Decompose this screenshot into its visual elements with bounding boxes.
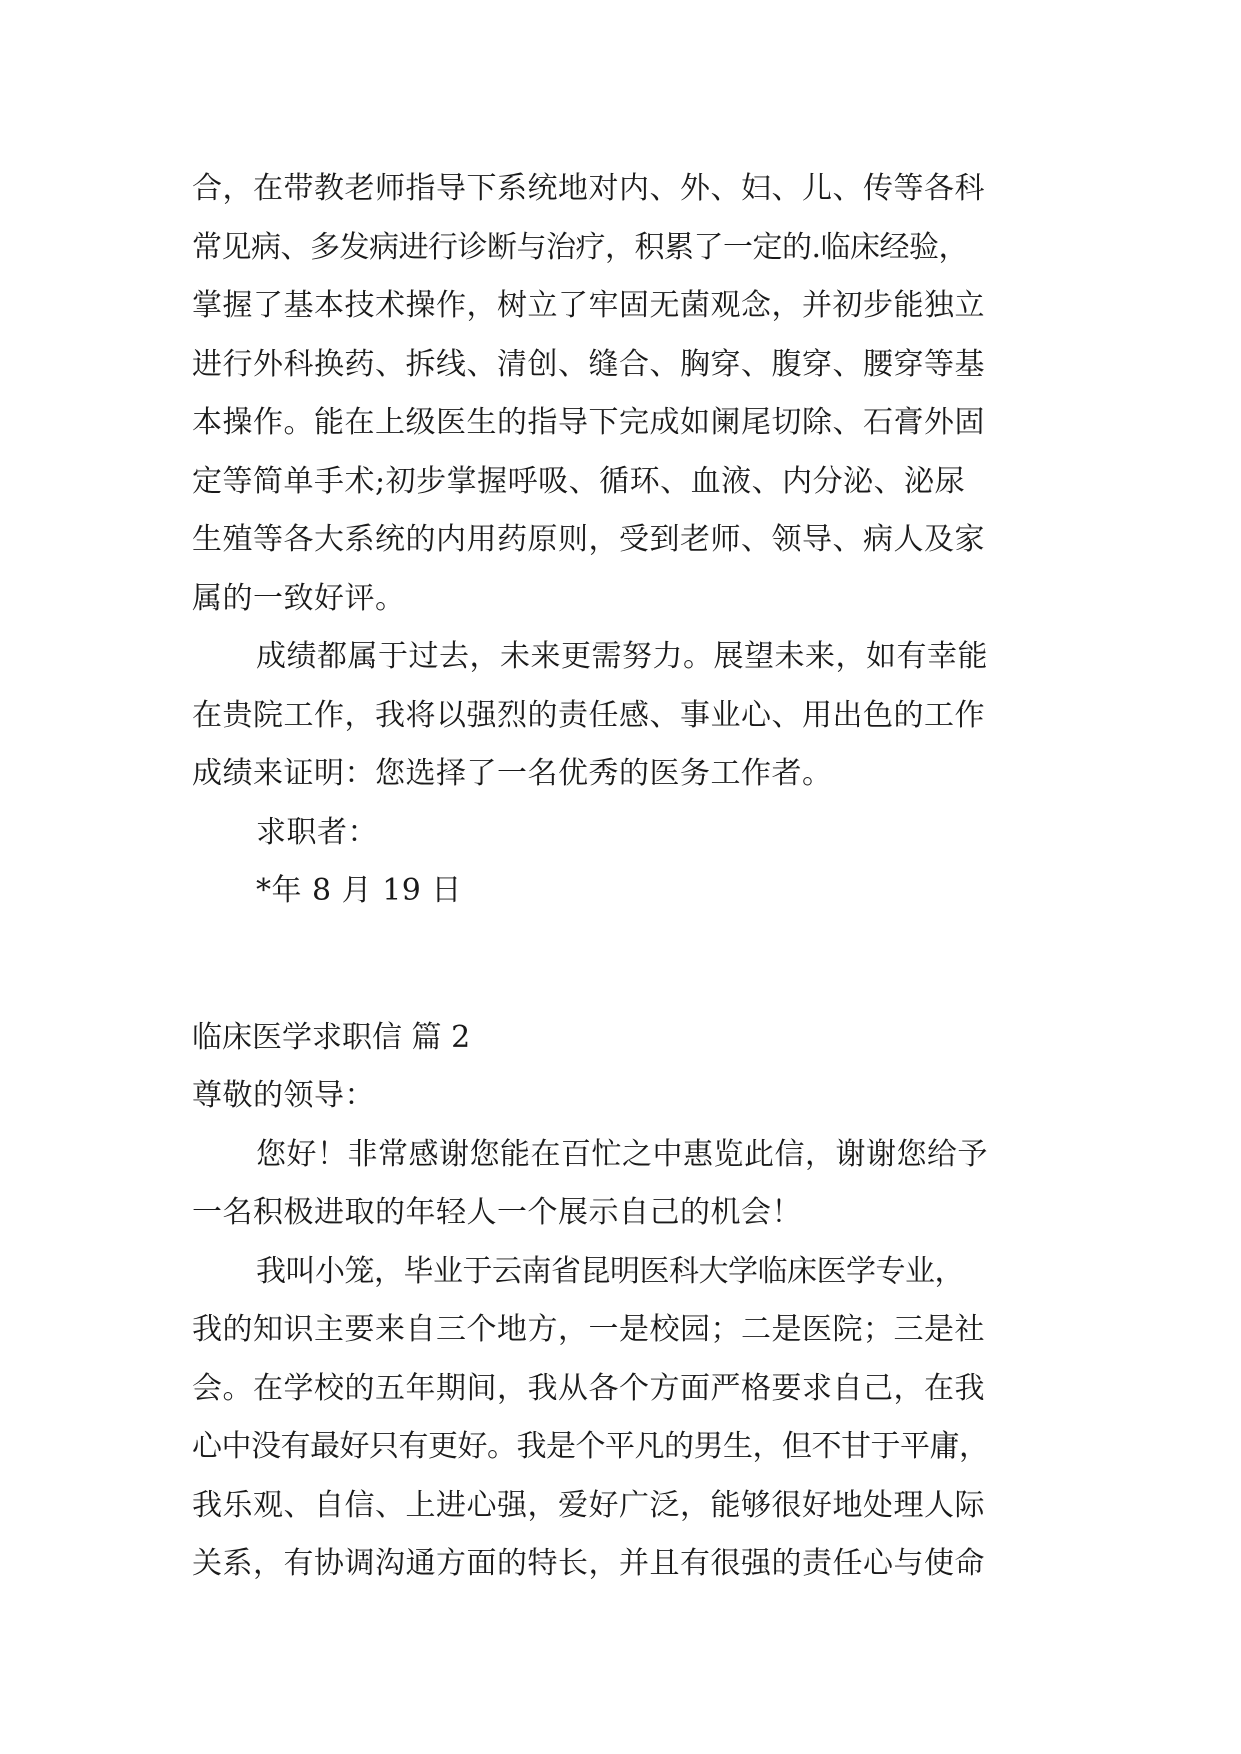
paragraph-greeting [192,1126,1062,1243]
letter-title: 临床医学求职信 篇 2 [192,1019,471,1055]
text-line: 属的一致好评。 [192,580,406,616]
text-line: 成绩都属于过去，未来更需努力。展望未来，如有幸能 [256,639,988,674]
paragraph-clinical-experience [192,160,1062,628]
text-line: 我乐观、自信、上进心强，爱好广泛，能够很好地处理人际 [192,1487,985,1523]
text-line: 掌握了基本技术操作，树立了牢固无菌观念，并初步能独立 [192,288,985,323]
text-line: 我的知识主要来自三个地方，一是校园；二是医院；三是社 [192,1312,985,1347]
text-line: 本操作。能在上级医生的指导下完成如阑尾切除、石膏外固 [192,405,985,440]
text-line: 会。在学校的五年期间，我从各个方面严格要求自己，在我 [192,1370,985,1406]
text-line: 定等简单手术;初步掌握呼吸、循环、血液、内分泌、泌尿 [192,463,966,499]
text-line: 成绩来证明：您选择了一名优秀的医务工作者。 [192,756,833,791]
text-line: 进行外科换药、拆线、清创、缝合、胸穿、腹穿、腰穿等基 [192,346,985,382]
text-line: 生殖等各大系统的内用药原则，受到老师、领导、病人及家 [192,522,985,557]
text-line: 常见病、多发病进行诊断与治疗，积累了一定的.临床经验， [192,229,969,265]
text-line: 心中没有最好只有更好。我是个平凡的男生，但不甘于平庸， [192,1429,989,1464]
text-line: 一名积极进取的年轻人一个展示自己的机会！ [192,1195,802,1230]
text-line: 关系，有协调沟通方面的特长，并且有很强的责任心与使命 [192,1546,985,1581]
text-line: 您好！非常感谢您能在百忙之中惠览此信，谢谢您给予 [256,1136,988,1172]
text-line: 我叫小笼，毕业于云南省昆明医科大学临床医学专业， [256,1253,964,1289]
section-spacer [192,921,1062,1009]
salutation: 尊敬的领导： [192,1078,375,1113]
text-line: 合，在带教老师指导下系统地对内、外、妇、儿、传等各科 [192,171,985,206]
document-body [192,160,1062,1594]
paragraph-closing [192,628,1062,804]
paragraph-introduction [192,1243,1062,1594]
text-line: 在贵院工作，我将以强烈的责任感、事业心、用出色的工作 [192,697,985,733]
signature-applicant: 求职者： [256,814,378,850]
signature-date: *年 8 月 19 日 [256,873,462,908]
